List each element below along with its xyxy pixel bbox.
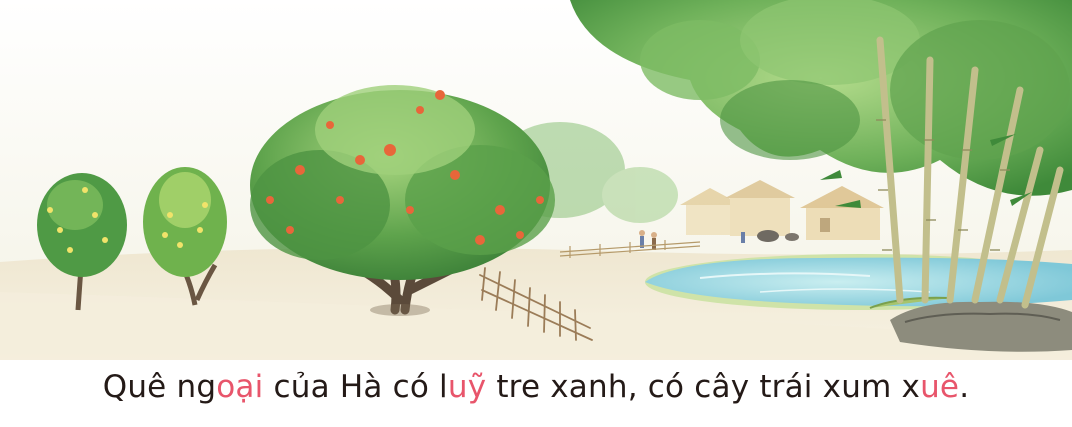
caption-text-1: Quê ng: [102, 369, 217, 405]
caption-sentence: [0, 362, 1072, 412]
caption-highlight-uy: uỹ: [447, 369, 487, 405]
caption-text-4: .: [959, 369, 970, 405]
caption-highlight-oai: oại: [216, 369, 264, 405]
caption-highlight-ue: uê: [920, 369, 960, 405]
caption-text-2: của Hà có l: [263, 369, 448, 405]
caption-text-3: tre xanh, có cây trái xum x: [486, 369, 921, 405]
